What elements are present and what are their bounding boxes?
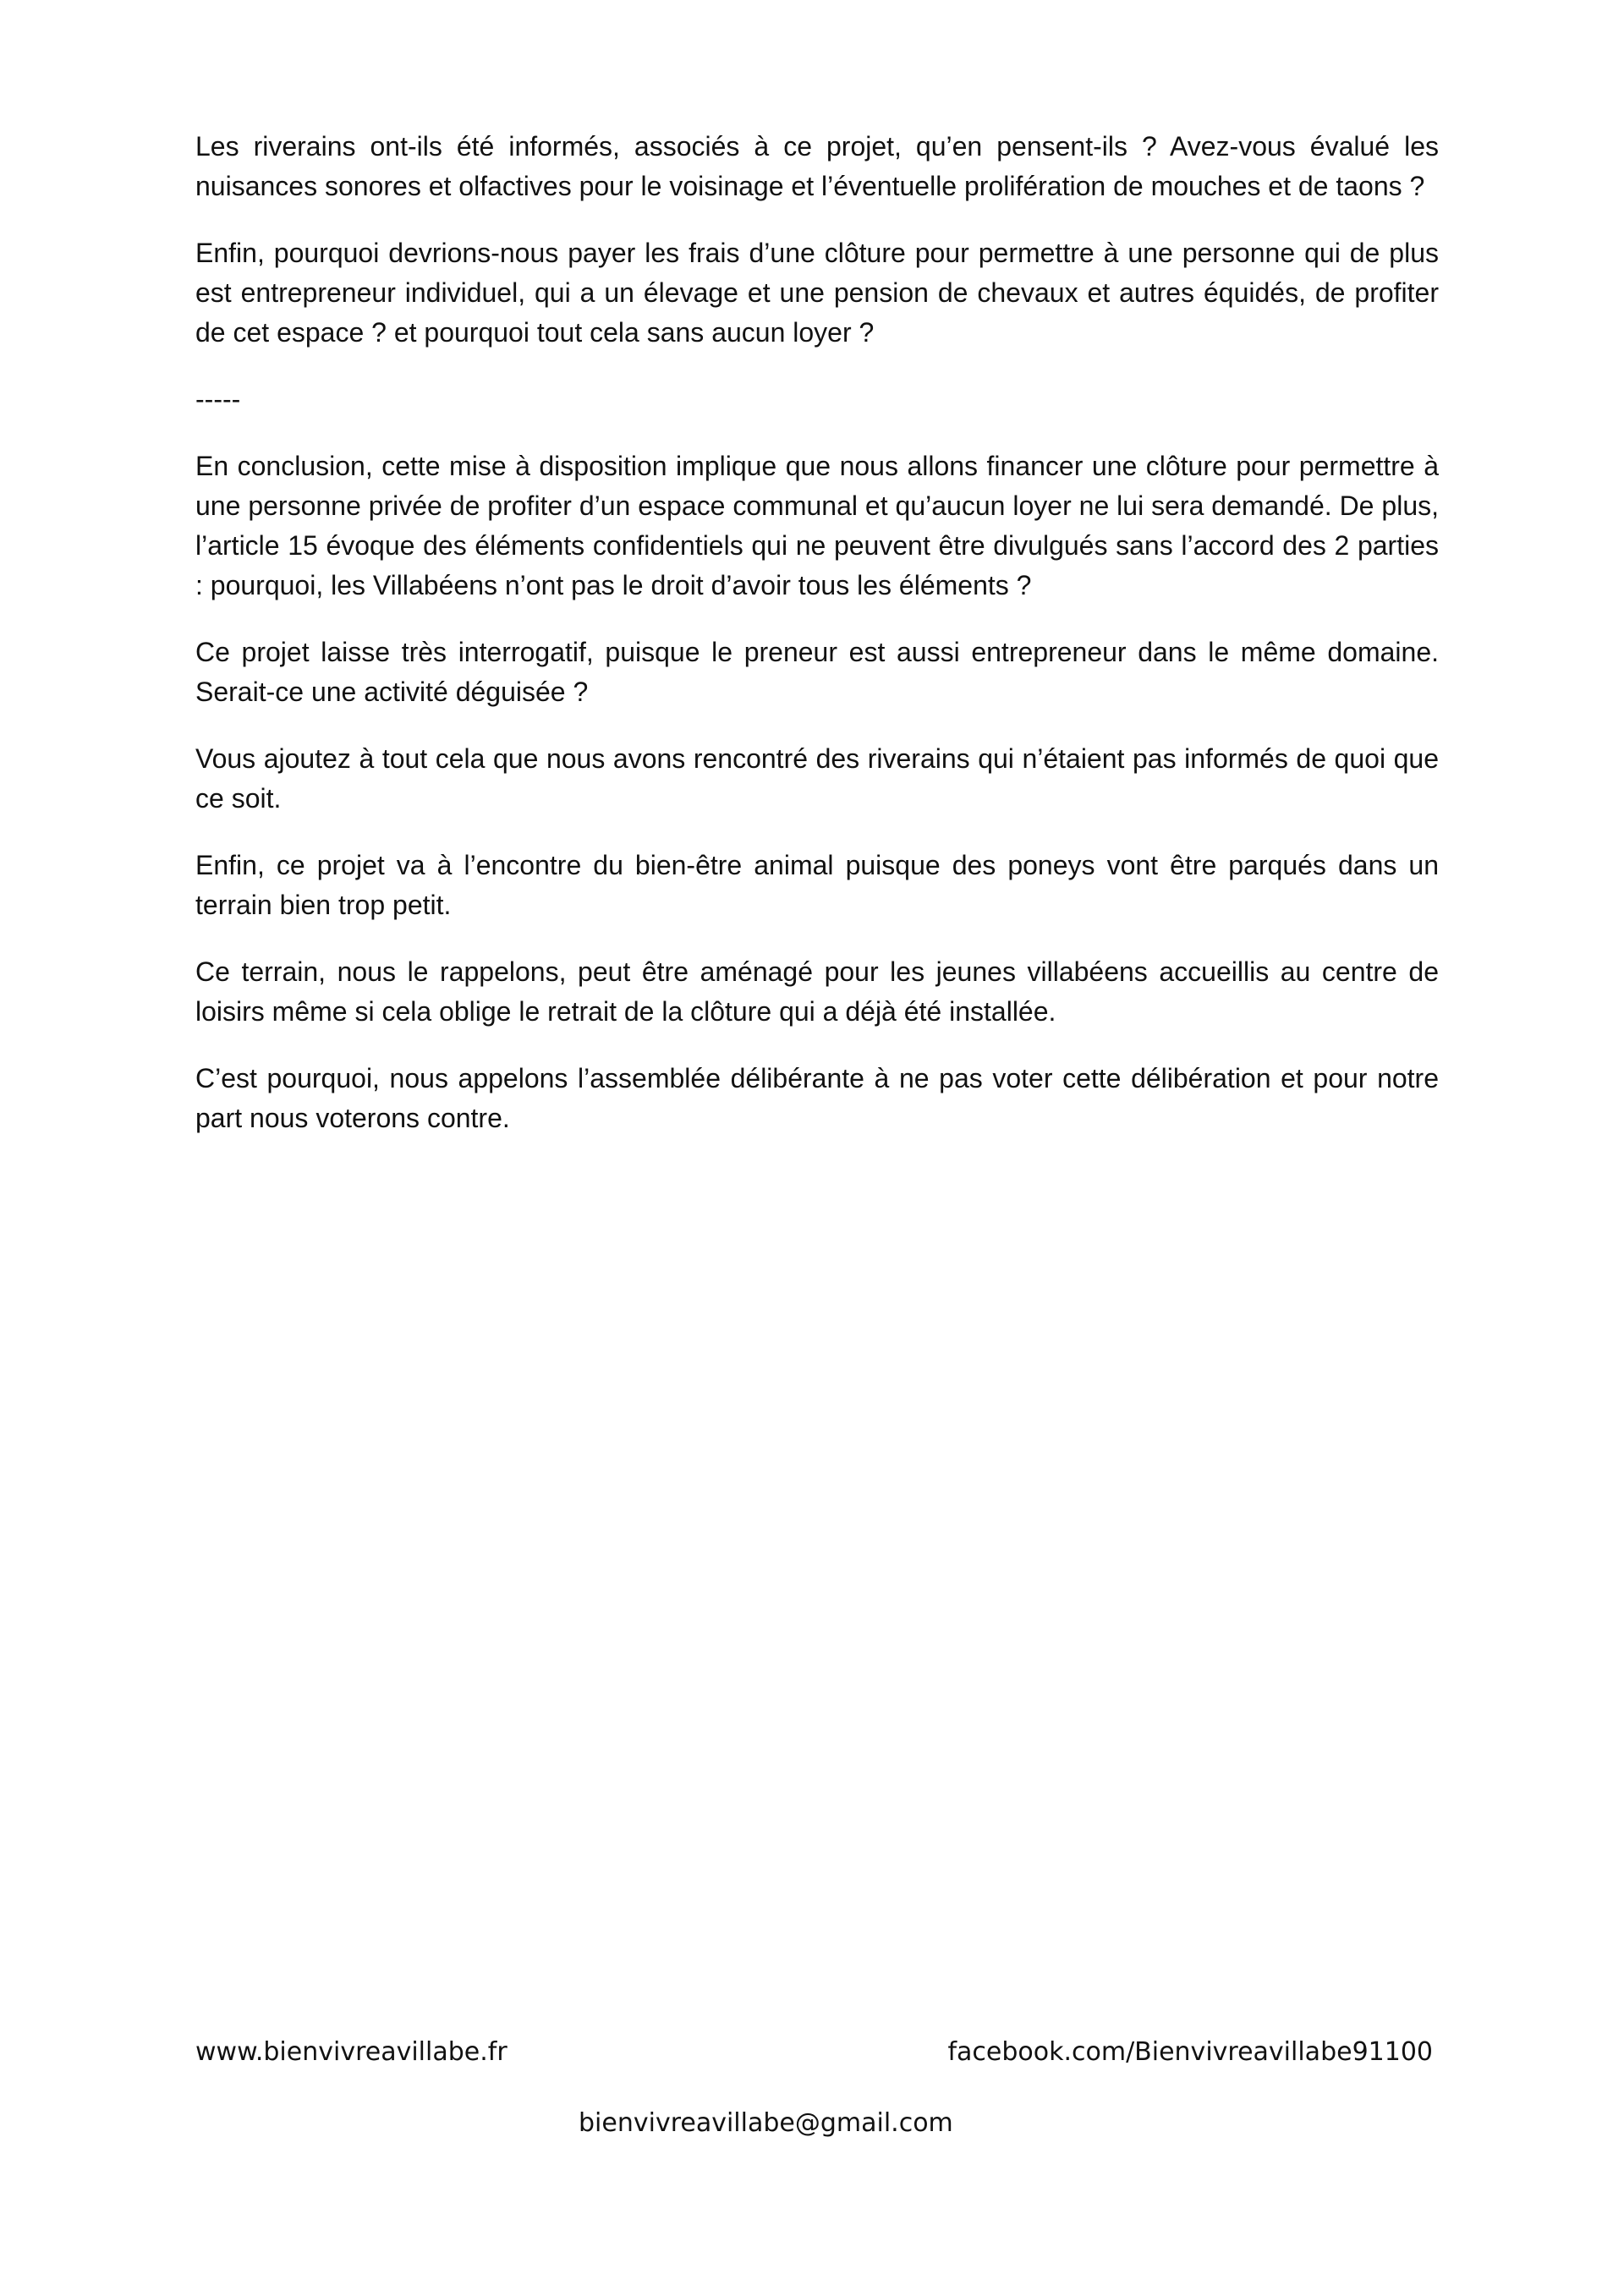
footer-email: bienvivreavillabe@gmail.com <box>579 2108 953 2138</box>
paragraph-riverains-questions: Les riverains ont-ils été informés, associés à ce projet, qu’en pensent-ils ? Avez-vous évalué les nuisances sonores et olfactives pour le voisinage et l’éventuelle prolifération de mouches et de taons ? <box>195 131 1439 201</box>
paragraph-bien-etre-animal: Enfin, ce projet va à l’encontre du bien-être animal puisque des poneys vont être parqués dans un terrain bien trop petit. <box>195 850 1439 920</box>
paragraph-riverains-non-informes: Vous ajoutez à tout cela que nous avons rencontré des riverains qui n’étaient pas informés de quoi que ce soit. <box>195 743 1439 814</box>
section-separator: ----- <box>195 384 241 414</box>
paragraph-interrogatif: Ce projet laisse très interrogatif, puisque le preneur est aussi entrepreneur dans le même domaine. Serait-ce une activité déguisée ? <box>195 637 1439 707</box>
paragraph-conclusion: En conclusion, cette mise à disposition implique que nous allons financer une clôture pour permettre à une personne privée de profiter d’un espace communal et qu’aucun loyer ne lui sera demandé. De plus, l’article 15 évoque des éléments confidentiels qui ne peuvent être divulgués sans l’accord des 2 parties : pourquoi, les Villabéens n’ont pas le droit d’avoir tous les éléments ? <box>195 451 1439 600</box>
footer-website: www.bienvivreavillabe.fr <box>195 2037 508 2067</box>
paragraph-cloture-cost: Enfin, pourquoi devrions-nous payer les frais d’une clôture pour permettre à une personne qui de plus est entrepreneur individuel, qui a un élevage et une pension de chevaux et autres équidés, de profiter de cet espace ? et pourquoi tout cela sans aucun loyer ? <box>195 238 1439 348</box>
footer-facebook: facebook.com/Bienvivreavillabe91100 <box>947 2037 1433 2067</box>
paragraph-terrain-loisirs: Ce terrain, nous le rappelons, peut être aménagé pour les jeunes villabéens accueillis au centre de loisirs même si cela oblige le retrait de la clôture qui a déjà été installée. <box>195 956 1439 1027</box>
document-body <box>195 127 1439 1165</box>
paragraph-appel-vote: C’est pourquoi, nous appelons l’assemblée délibérante à ne pas voter cette délibération et pour notre part nous voterons contre. <box>195 1063 1439 1133</box>
